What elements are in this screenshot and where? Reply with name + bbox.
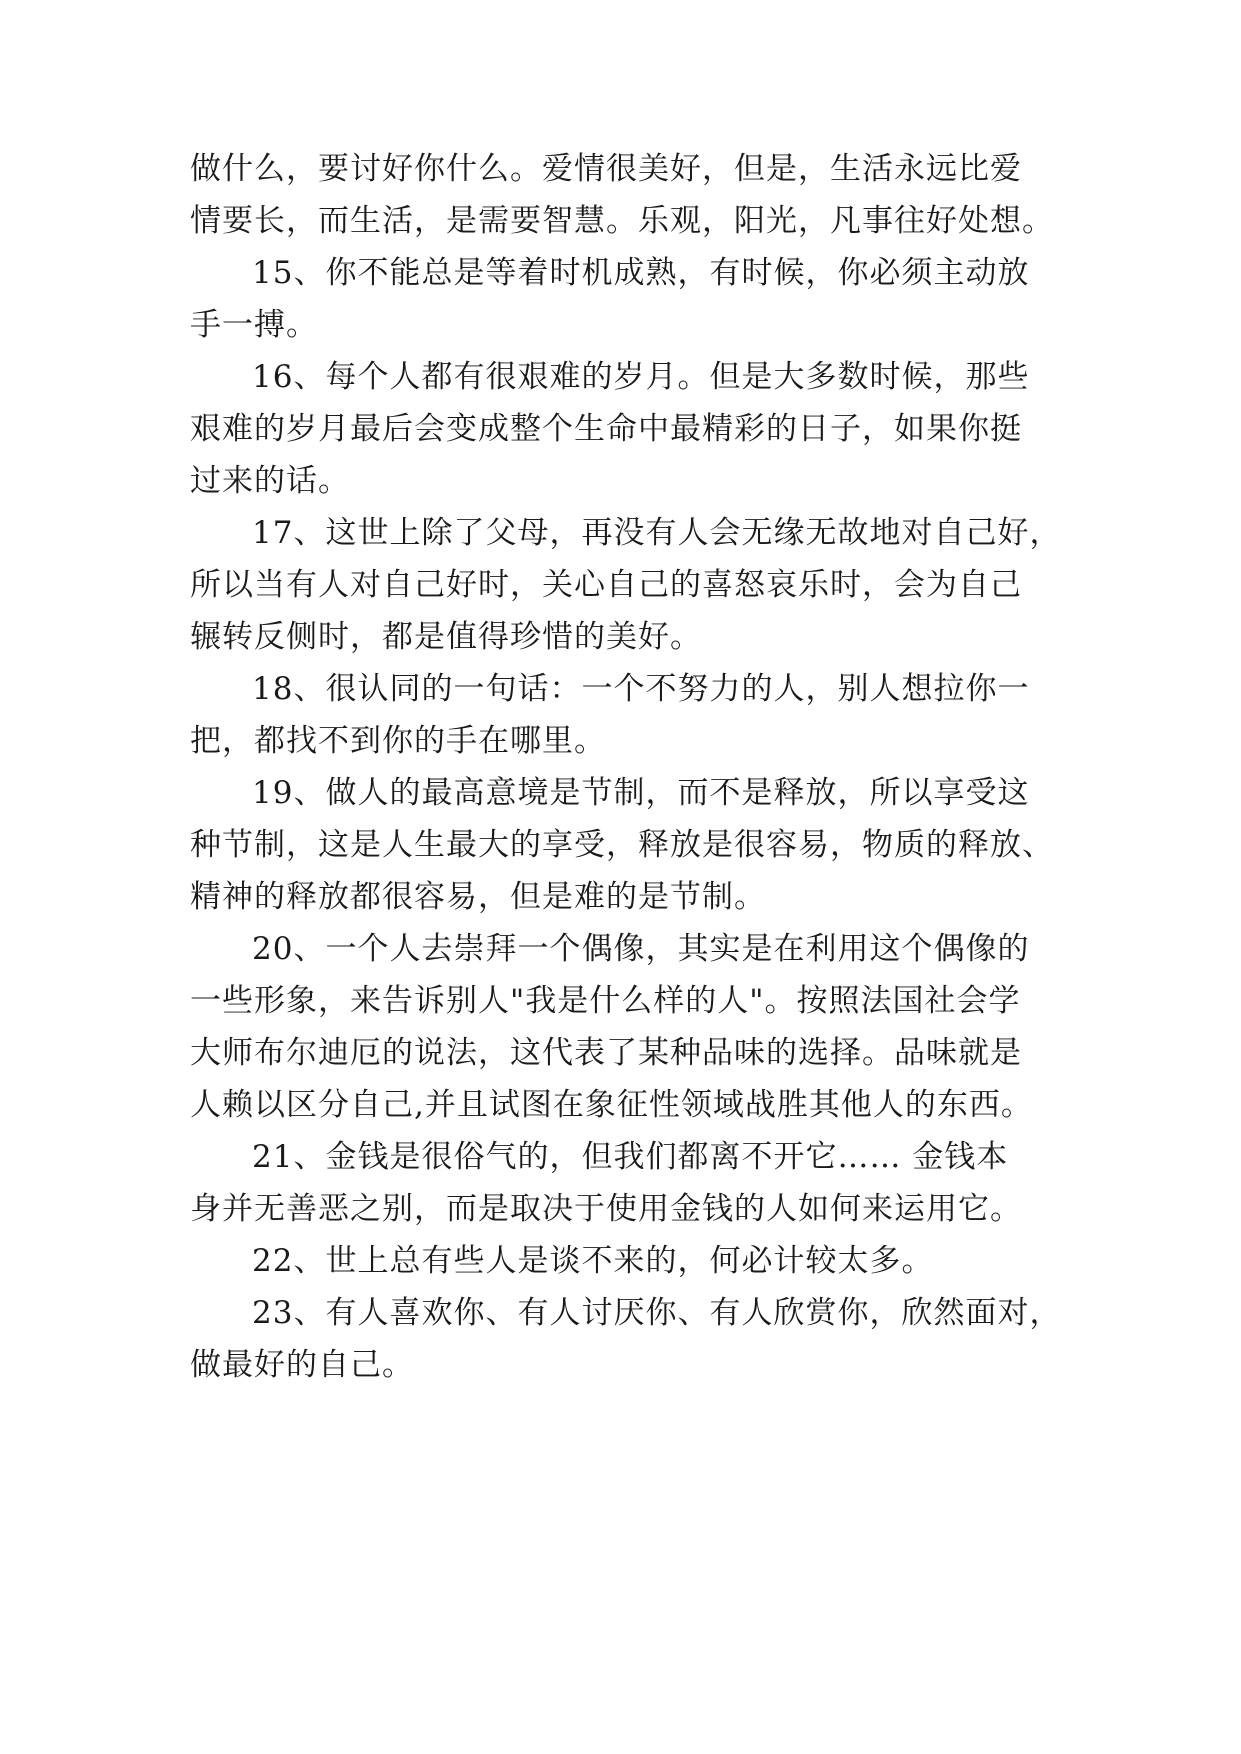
text-line: 16、每个人都有很艰难的岁月。但是大多数时候，那些	[252, 359, 1030, 395]
text-line: 做最好的自己。	[190, 1347, 414, 1383]
text-line: 所以当有人对自己好时，关心自己的喜怒哀乐时，会为自己	[190, 567, 1022, 603]
text-line: 身并无善恶之别，而是取决于使用金钱的人如何来运用它。	[190, 1191, 1022, 1227]
text-line: 辗转反侧时，都是值得珍惜的美好。	[190, 619, 702, 655]
text-line: 做什么，要讨好你什么。爱情很美好，但是，生活永远比爱	[190, 151, 1022, 187]
text-line: 过来的话。	[190, 463, 350, 499]
text-line: 手一搏。	[190, 307, 318, 343]
text-line: 把，都找不到你的手在哪里。	[190, 723, 606, 759]
text-line: 17、这世上除了父母，再没有人会无缘无故地对自己好，	[252, 515, 1062, 551]
text-line: 艰难的岁月最后会变成整个生命中最精彩的日子，如果你挺	[190, 411, 1022, 447]
text-line: 精神的释放都很容易，但是难的是节制。	[190, 879, 766, 915]
text-line: 19、做人的最高意境是节制，而不是释放，所以享受这	[252, 775, 1030, 811]
text-line: 种节制，这是人生最大的享受，释放是很容易，物质的释放、	[190, 827, 1054, 863]
text-line: 21、金钱是很俗气的，但我们都离不开它…… 金钱本	[252, 1139, 1009, 1175]
text-line: 22、世上总有些人是谈不来的，何必计较太多。	[252, 1243, 934, 1279]
text-line: 18、很认同的一句话：一个不努力的人，别人想拉你一	[252, 671, 1030, 707]
text-line: 大师布尔迪厄的说法，这代表了某种品味的选择。品味就是	[190, 1035, 1022, 1071]
text-line: 人赖以区分自己,并且试图在象征性领域战胜其他人的东西。	[190, 1087, 1033, 1123]
text-line: 情要长，而生活，是需要智慧。乐观，阳光，凡事往好处想。	[190, 203, 1054, 239]
text-line: 23、有人喜欢你、有人讨厌你、有人欣赏你，欣然面对，	[252, 1295, 1062, 1331]
text-line: 一些形象，来告诉别人"我是什么样的人"。按照法国社会学	[190, 983, 1021, 1019]
text-line: 20、一个人去崇拜一个偶像，其实是在利用这个偶像的	[252, 931, 1030, 967]
text-line: 15、你不能总是等着时机成熟，有时候，你必须主动放	[252, 255, 1030, 291]
